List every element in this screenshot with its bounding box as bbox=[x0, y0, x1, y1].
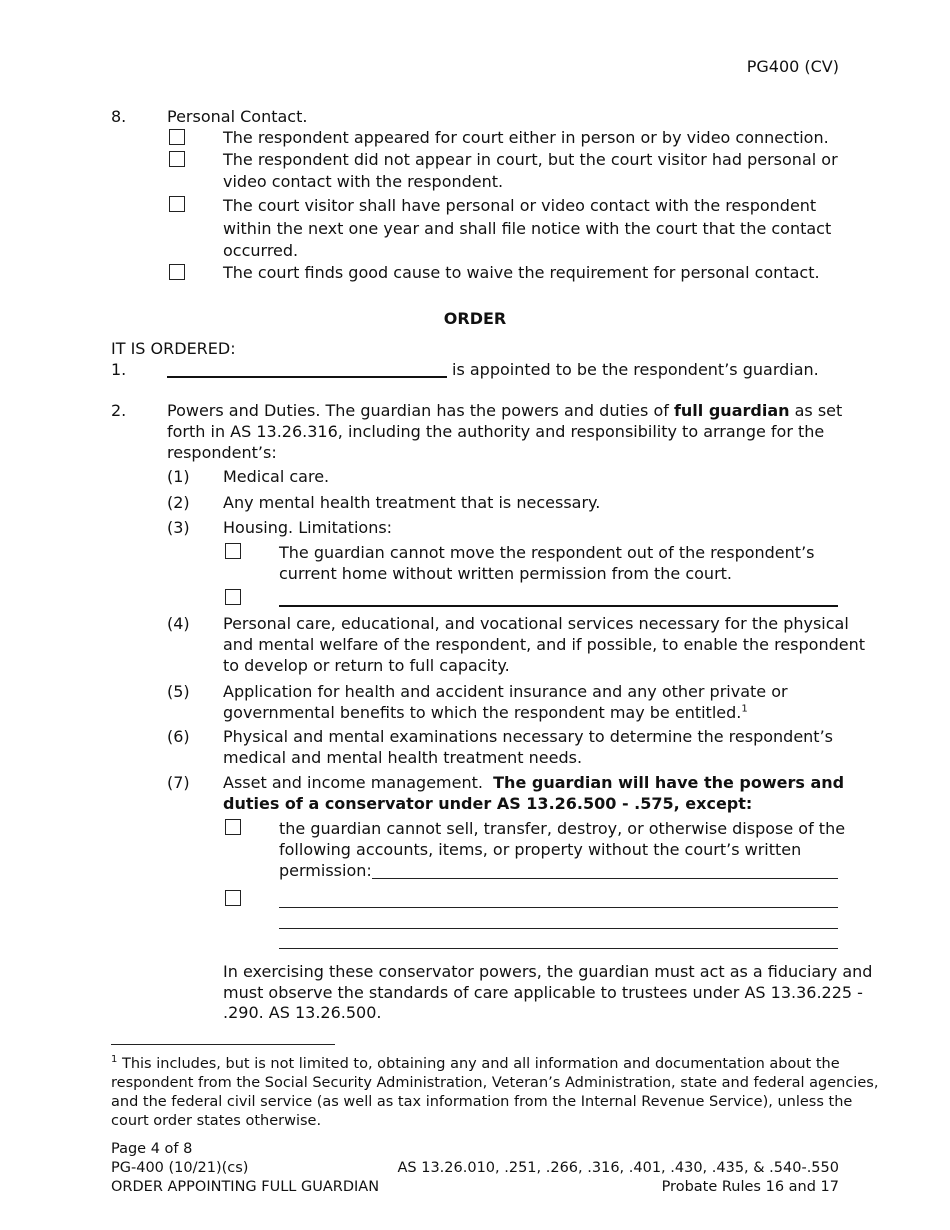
asset-limit-line3: permission: bbox=[279, 861, 372, 880]
housing-limit-line2: current home without written permission from the court. bbox=[279, 564, 732, 583]
option-not-appeared-line2: video contact with the respondent. bbox=[223, 172, 504, 191]
sub4-line1: Personal care, educational, and vocational services necessary for the physical bbox=[223, 614, 849, 633]
form-code: PG400 (CV) bbox=[746, 57, 839, 76]
form-id: PG-400 (10/21)(cs) bbox=[111, 1160, 249, 1176]
sub7-line1: Asset and income management. The guardian will have the powers and bbox=[223, 773, 845, 792]
future-contact-checkbox[interactable] bbox=[169, 196, 185, 212]
asset-other-field-3[interactable] bbox=[279, 948, 838, 949]
asset-limit-line1: the guardian cannot sell, transfer, destroy, or otherwise dispose of the bbox=[279, 819, 846, 838]
section8-title: Personal Contact. bbox=[167, 107, 308, 126]
sub2-text: Any mental health treatment that is necessary. bbox=[223, 493, 601, 512]
statutes: AS 13.26.010, .251, .266, .316, .401, .430, .435, & .540-.550 bbox=[397, 1160, 839, 1176]
item2-line1: Powers and Duties. The guardian has the powers and duties of full guardian as set bbox=[167, 401, 843, 420]
housing-limit-line1: The guardian cannot move the respondent out of the respondent’s bbox=[279, 543, 815, 562]
option-future-line2: within the next one year and shall file notice with the court that the contact bbox=[223, 219, 832, 238]
sub4-number: (4) bbox=[167, 614, 190, 633]
sub5-line1: Application for health and accident insurance and any other private or bbox=[223, 682, 788, 701]
housing-other-field[interactable] bbox=[279, 605, 838, 607]
sub4-line2: and mental welfare of the respondent, and if possible, to enable the respondent bbox=[223, 635, 866, 654]
footnote-line2: respondent from the Social Security Administration, Veteran’s Administration, state and federal agencies, bbox=[111, 1075, 879, 1091]
waive-contact-checkbox[interactable] bbox=[169, 264, 185, 280]
visitor-contact-checkbox[interactable] bbox=[169, 151, 185, 167]
permission-field[interactable] bbox=[372, 878, 838, 879]
sub4-line3: to develop or return to full capacity. bbox=[223, 656, 510, 675]
full-guardian-emphasis: full guardian bbox=[673, 401, 790, 420]
option-not-appeared-line1: The respondent did not appear in court, but the court visitor had personal or bbox=[223, 150, 838, 169]
housing-limit-checkbox[interactable] bbox=[225, 543, 241, 559]
conservator-note-line3: .290. AS 13.26.500. bbox=[223, 1003, 382, 1022]
asset-limit-checkbox[interactable] bbox=[225, 819, 241, 835]
item1-text: is appointed to be the respondent’s guardian. bbox=[452, 360, 819, 379]
order-intro: IT IS ORDERED: bbox=[111, 339, 236, 358]
appeared-checkbox[interactable] bbox=[169, 129, 185, 145]
conservator-note-line1: In exercising these conservator powers, the guardian must act as a fiduciary and bbox=[223, 962, 873, 981]
sub5-line2: governmental benefits to which the respondent may be entitled.$^1$ bbox=[223, 703, 748, 722]
form-title: ORDER APPOINTING FULL GUARDIAN bbox=[111, 1179, 380, 1195]
sub6-line1: Physical and mental examinations necessary to determine the respondent’s bbox=[223, 727, 833, 746]
asset-other-field-2[interactable] bbox=[279, 928, 838, 929]
housing-other-checkbox[interactable] bbox=[225, 589, 241, 605]
sub2-number: (2) bbox=[167, 493, 190, 512]
item1-number: 1. bbox=[111, 360, 127, 379]
item2-line2: forth in AS 13.26.316, including the authority and responsibility to arrange for the bbox=[167, 422, 825, 441]
option-future-line1: The court visitor shall have personal or video contact with the respondent bbox=[223, 196, 817, 215]
footnote-marker: 1 bbox=[111, 1054, 118, 1066]
section8-number: 8. bbox=[111, 107, 127, 126]
conservator-note-line2: must observe the standards of care applicable to trustees under AS 13.36.225 - bbox=[223, 983, 863, 1002]
asset-other-field-1[interactable] bbox=[279, 907, 838, 908]
option-waive: The court finds good cause to waive the requirement for personal contact. bbox=[223, 263, 820, 282]
option-appeared: The respondent appeared for court either in person or by video connection. bbox=[223, 128, 829, 147]
item2-number: 2. bbox=[111, 401, 127, 420]
option-future-line3: occurred. bbox=[223, 241, 299, 260]
footnote-divider bbox=[111, 1044, 335, 1045]
footnote-line3: and the federal civil service (as well as tax information from the Internal Revenue Service), unless the bbox=[111, 1094, 853, 1110]
sub7-number: (7) bbox=[167, 773, 190, 792]
sub6-line2: medical and mental health treatment needs. bbox=[223, 748, 583, 767]
footnote-ref: 1 bbox=[741, 703, 748, 715]
guardian-name-field[interactable] bbox=[167, 376, 447, 378]
asset-limit-line2: following accounts, items, or property without the court’s written bbox=[279, 840, 802, 859]
footnote-line4: court order states otherwise. bbox=[111, 1113, 322, 1129]
sub1-number: (1) bbox=[167, 467, 190, 486]
asset-other-checkbox[interactable] bbox=[225, 890, 241, 906]
footnote-line1: $^1$ This includes, but is not limited to, obtaining any and all information and documentation about the bbox=[111, 1054, 840, 1072]
sub5-number: (5) bbox=[167, 682, 190, 701]
sub1-text: Medical care. bbox=[223, 467, 330, 486]
page-number: Page 4 of 8 bbox=[111, 1141, 193, 1157]
sub3-text: Housing. Limitations: bbox=[223, 518, 393, 537]
item2-line3: respondent’s: bbox=[167, 443, 277, 462]
sub3-number: (3) bbox=[167, 518, 190, 537]
sub7-line2: duties of a conservator under AS 13.26.500 - .575, except: bbox=[223, 794, 753, 813]
sub6-number: (6) bbox=[167, 727, 190, 746]
probate-rules: Probate Rules 16 and 17 bbox=[661, 1179, 839, 1195]
order-heading: ORDER bbox=[443, 309, 507, 328]
